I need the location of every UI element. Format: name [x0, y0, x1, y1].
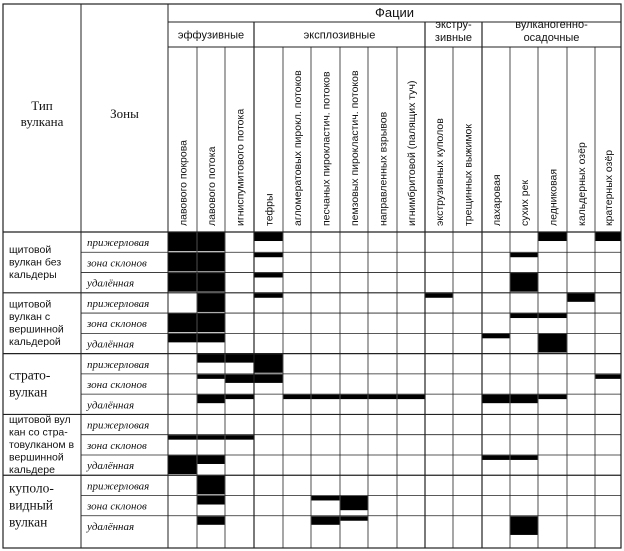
intensity-mark	[426, 293, 453, 297]
intensity-mark	[169, 233, 197, 252]
column-label: агломератовых пирокл. потоков	[292, 70, 304, 226]
intensity-mark	[226, 374, 254, 383]
zone-label: прижерловая	[87, 237, 150, 250]
intensity-mark	[169, 435, 197, 439]
intensity-mark	[198, 395, 225, 404]
intensity-mark	[398, 395, 425, 399]
zone-label: прижерловая	[87, 297, 150, 310]
zone-label: зона склонов	[87, 439, 147, 452]
intensity-mark	[226, 435, 254, 439]
intensity-mark	[284, 395, 311, 399]
intensity-mark	[198, 496, 225, 505]
intensity-mark	[341, 516, 368, 520]
intensity-mark	[255, 253, 283, 257]
intensity-mark	[341, 496, 368, 510]
intensity-mark	[226, 395, 254, 399]
intensity-mark	[596, 374, 621, 378]
intensity-mark	[511, 273, 538, 292]
intensity-mark	[511, 455, 538, 459]
intensity-mark	[198, 476, 225, 495]
intensity-mark	[198, 354, 225, 363]
group-label: экстру-зивные	[434, 19, 473, 44]
intensity-mark	[198, 455, 225, 464]
column-label: ледниковая	[547, 168, 560, 226]
column-label: игнимбритовой (палящих туч)	[406, 80, 418, 226]
intensity-mark	[539, 314, 567, 318]
intensity-mark	[198, 374, 225, 378]
intensity-mark	[511, 516, 538, 535]
column-label: песчаных пирокластич. потоков	[320, 71, 333, 226]
column-label: направленных взрывов	[377, 111, 390, 226]
zone-label: зона склонов	[87, 379, 147, 392]
intensity-mark	[255, 374, 283, 383]
intensity-mark	[341, 395, 368, 399]
intensity-mark	[483, 455, 510, 459]
intensity-mark	[169, 273, 197, 292]
intensity-mark	[312, 395, 340, 399]
intensity-mark	[198, 253, 225, 272]
zone-label: прижерловая	[87, 358, 150, 371]
intensity-marks	[169, 233, 621, 535]
column-label: пемзовых пирокластич. потоков	[349, 70, 361, 226]
intensity-mark	[198, 334, 225, 343]
column-label: лахаровая	[491, 174, 503, 226]
intensity-mark	[539, 233, 567, 242]
column-label: игниспумитового потока	[234, 108, 247, 226]
intensity-mark	[198, 233, 225, 252]
group-label: вулканогенно-осадочные	[515, 19, 588, 44]
intensity-mark	[369, 395, 397, 399]
facies-title: Фации	[374, 5, 415, 20]
intensity-mark	[198, 435, 225, 439]
column-label: тефры	[263, 193, 276, 226]
intensity-mark	[169, 314, 197, 333]
intensity-mark	[539, 334, 567, 353]
intensity-mark	[596, 233, 621, 242]
zone-label: удалённая	[87, 277, 135, 290]
table-labels	[9, 5, 615, 533]
intensity-mark	[312, 496, 340, 500]
zone-label: удалённая	[87, 399, 135, 412]
intensity-mark	[255, 233, 283, 242]
intensity-mark	[198, 273, 225, 292]
column-label: лавового потока	[206, 146, 218, 226]
intensity-mark	[169, 334, 197, 343]
volcano-type-heading: Тип вулкана	[20, 98, 64, 129]
zone-label: прижерловая	[87, 419, 150, 432]
volcano-type-2: страто-вулкан	[9, 367, 51, 400]
intensity-mark	[511, 395, 538, 404]
volcano-type-1: щитовой вулкан с вершинной кальдерой	[9, 298, 64, 348]
column-label: трещинных выжимок	[462, 124, 475, 226]
column-label: лавового покрова	[177, 139, 190, 226]
intensity-mark	[312, 516, 340, 525]
intensity-mark	[568, 293, 595, 302]
volcano-type-4: куполо-видный вулкан	[9, 480, 54, 530]
zone-label: зона склонов	[87, 500, 147, 513]
group-label: эффузивные	[177, 29, 245, 42]
column-label: кратерных озёр	[603, 149, 615, 226]
intensity-mark	[483, 334, 510, 338]
intensity-mark	[198, 314, 225, 333]
zone-label: удалённая	[87, 460, 135, 473]
intensity-mark	[169, 455, 197, 474]
column-label: сухих рек	[519, 179, 531, 226]
group-label: эксплозивные	[303, 29, 376, 42]
intensity-mark	[198, 516, 225, 525]
volcano-type-3: щитовой вул кан со стра-товулканом в вершинной кальдере	[9, 413, 75, 476]
intensity-mark	[255, 354, 283, 373]
volcano-type-0: щитовой вулкан без кальдеры	[9, 243, 62, 281]
intensity-mark	[255, 293, 283, 297]
intensity-mark	[511, 253, 538, 257]
intensity-mark	[255, 273, 283, 277]
intensity-mark	[198, 293, 225, 312]
intensity-mark	[226, 354, 254, 363]
zone-label: прижерловая	[87, 480, 150, 493]
intensity-mark	[539, 395, 567, 399]
column-label: кальдерных озёр	[576, 142, 588, 226]
intensity-mark	[169, 253, 197, 272]
zone-label: удалённая	[87, 520, 135, 533]
intensity-mark	[483, 395, 510, 404]
intensity-mark	[511, 314, 538, 318]
zone-label: зона склонов	[87, 318, 147, 331]
zone-label: зона склонов	[87, 257, 147, 270]
zone-label: удалённая	[87, 338, 135, 351]
column-label: экструзивных куполов	[434, 118, 446, 226]
zones-heading: Зоны	[110, 106, 139, 121]
